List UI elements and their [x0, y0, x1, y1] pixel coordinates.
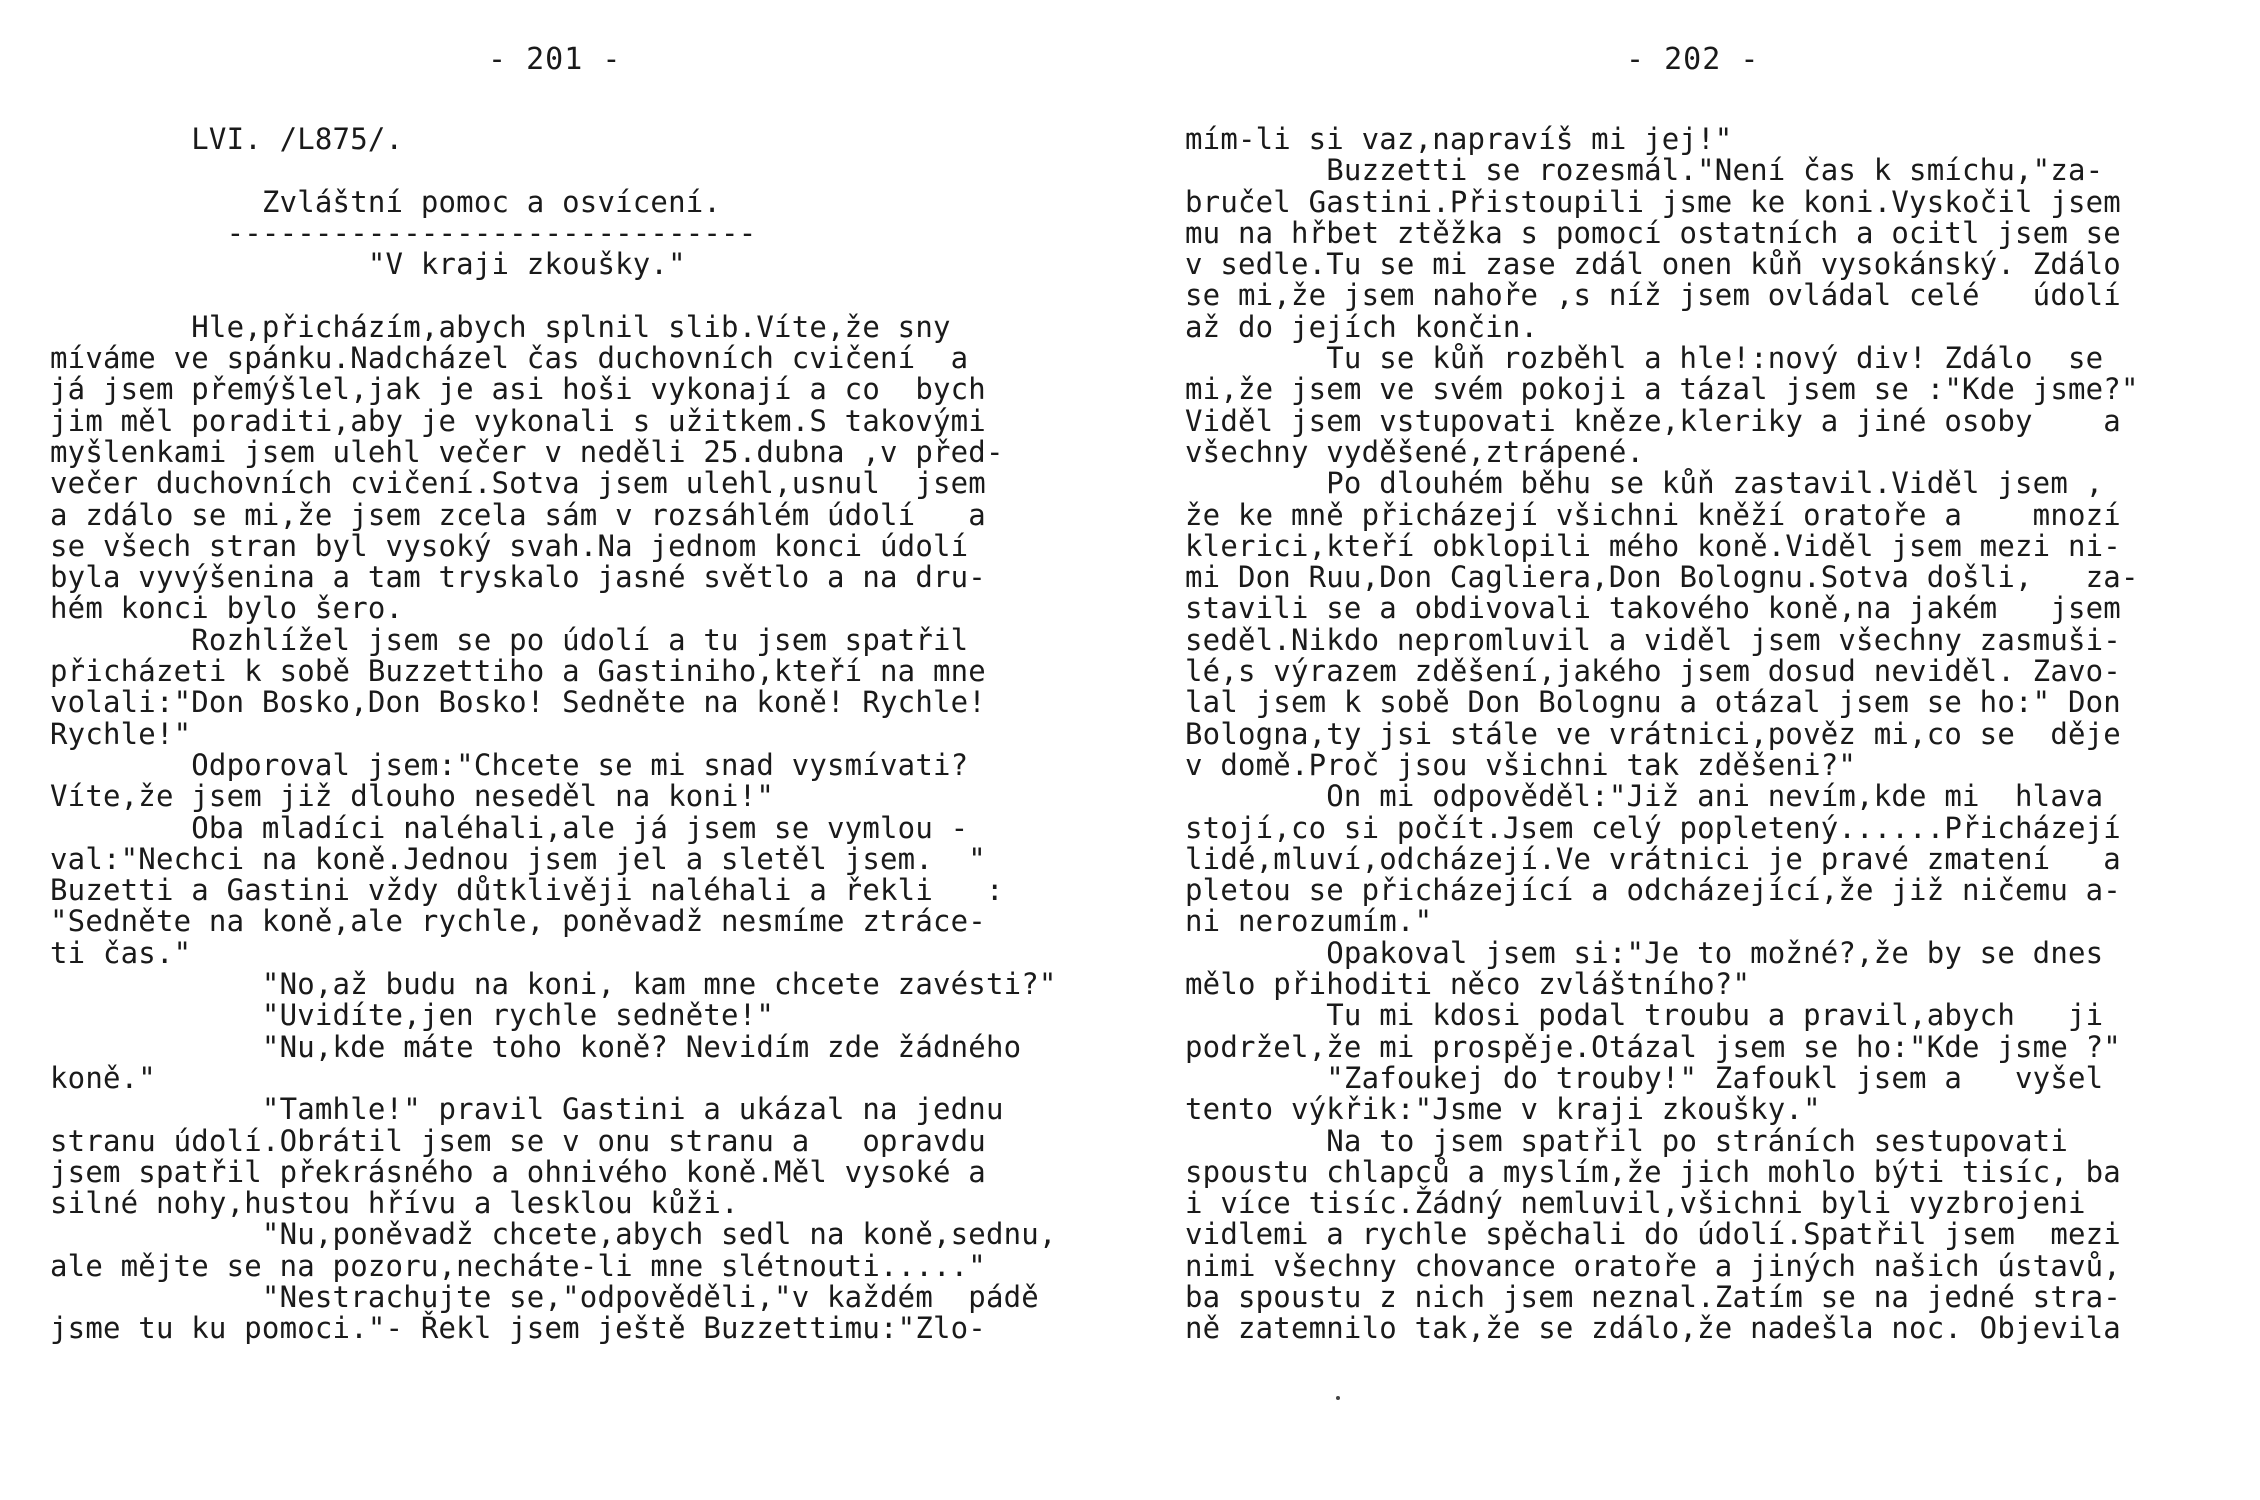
text-line: míváme ve spánku.Nadcházel čas duchovních cvičení a	[50, 341, 969, 376]
text-line	[50, 280, 1057, 311]
text-line: vidlemi a rychle spěchali do údolí.Spatřil jsem mezi	[1185, 1217, 2121, 1252]
text-line: v domě.Proč jsou všichni tak zděšeni?"	[1185, 747, 1857, 782]
text-line: val:"Nechci na koně.Jednou jsem jel a sletěl jsem. "	[50, 841, 986, 876]
text-line: lé,s výrazem zděšení,jakého jsem dosud neviděl. Zavo-	[1185, 654, 2121, 689]
right-page	[1130, 0, 2260, 1500]
text-line: "V kraji zkoušky."	[50, 247, 686, 282]
text-line: Po dlouhém běhu se kůň zastavil.Viděl jsem ,	[1185, 466, 2104, 501]
text-line: bručel Gastini.Přistoupili jsme ke koni.Vyskočil jsem	[1185, 184, 2121, 219]
text-line: Buzetti a Gastini vždy důtklivěji naléhali a řekli :	[50, 873, 1004, 908]
text-line: "Uvidíte,jen rychle sedněte!"	[50, 998, 775, 1033]
text-line: mím-li si vaz,napravíš mi jej!"	[1185, 122, 1733, 156]
text-line: lal jsem k sobě Don Bolognu a otázal jsem se ho:" Don	[1185, 685, 2121, 720]
text-line: a zdálo se mi,že jsem zcela sám v rozsáhlém údolí a	[50, 497, 986, 532]
text-line: jsme tu ku pomoci."- Řekl jsem ještě Buzzettimu:"Zlo-	[50, 1311, 986, 1346]
text-line: mělo přihoditi něco zvláštního?"	[1185, 967, 1751, 1002]
text-line: stavili se a obdivovali takového koně,na jakém jsem	[1185, 591, 2121, 626]
text-line: Odporoval jsem:"Chcete se mi snad vysmívati?	[50, 747, 969, 782]
text-line: Bologna,ty jsi stále ve vrátnici,pověz mi,co se děje	[1185, 716, 2121, 751]
text-line: ale mějte se na pozoru,necháte-li mne slétnouti....."	[50, 1248, 986, 1283]
text-line: "Sedněte na koně,ale rychle, poněvadž nesmíme ztráce-	[50, 904, 986, 939]
text-line: "Nu,poněvadž chcete,abych sedl na koně,sednu,	[50, 1217, 1057, 1252]
text-line: byla vyvýšenina a tam tryskalo jasné světlo a na dru-	[50, 560, 986, 595]
text-line: pletou se přicházející a odcházející,že již ničemu a-	[1185, 873, 2121, 908]
text-line: "Zafoukej do trouby!" Zafoukl jsem a vyšel	[1185, 1060, 2104, 1095]
page-number: - 202 -	[1626, 42, 1760, 77]
text-line: Na to jsem spatřil po stráních sestupovati	[1185, 1123, 2068, 1158]
text-line: ti čas."	[50, 935, 192, 970]
text-line: Tu mi kdosi podal troubu a pravil,abych ji	[1185, 998, 2104, 1033]
text-line: klerici,kteří obklopili mého koně.Viděl jsem mezi ni-	[1185, 528, 2121, 563]
text-line: ně zatemnilo tak,že se zdálo,že nadešla noc. Objevila	[1185, 1311, 2121, 1346]
text-line: jsem spatřil překrásného a ohnivého koně.Měl vysoké a	[50, 1154, 986, 1189]
text-line: Opakoval jsem si:"Je to možné?,že by se dnes	[1185, 935, 2104, 970]
text-line: silné nohy,hustou hřívu a lesklou kůži.	[50, 1186, 739, 1221]
text-line: "Nestrachujte se,"odpověděli,"v každém pádě	[50, 1279, 1039, 1314]
text-line: Rychle!"	[50, 716, 192, 751]
text-line: volali:"Don Bosko,Don Bosko! Sedněte na koně! Rychle!	[50, 685, 986, 720]
page-text	[50, 124, 1057, 1345]
text-line: všechny vyděšené,ztrápené.	[1185, 434, 1645, 469]
text-line: já jsem přemýšlel,jak je asi hoši vykonají a co bych	[50, 372, 986, 407]
text-line: koně."	[50, 1060, 156, 1095]
text-line: nimi všechny chovance oratoře a jiných našich ústavů,	[1185, 1248, 2121, 1283]
text-line: večer duchovních cvičení.Sotva jsem ulehl,usnul jsem	[50, 466, 986, 501]
text-line: Viděl jsem vstupovati kněze,kleriky a jiné osoby a	[1185, 403, 2121, 438]
text-line: v sedle.Tu se mi zase zdál onen kůň vysokánský. Zdálo	[1185, 247, 2121, 282]
page-text	[1185, 124, 2139, 1345]
text-line: "Nu,kde máte toho koně? Nevidím zde žádného	[50, 1029, 1022, 1064]
text-line: stojí,co si počít.Jsem celý popletený......Přicházejí	[1185, 810, 2121, 845]
text-line: mi Don Ruu,Don Cagliera,Don Bolognu.Sotva došli, za-	[1185, 560, 2139, 595]
text-line: ------------------------------	[50, 215, 757, 250]
text-line: Oba mladíci naléhali,ale já jsem se vymlou -	[50, 810, 969, 845]
text-line	[50, 155, 1057, 186]
text-line: se mi,že jsem nahoře ,s níž jsem ovládal celé údolí	[1185, 278, 2121, 313]
text-line: Rozhlížel jsem se po údolí a tu jsem spatřil	[50, 622, 969, 657]
text-line: On mi odpověděl:"Již ani nevím,kde mi hlava	[1185, 779, 2104, 814]
text-line: Buzzetti se rozesmál."Není čas k smíchu,"za-	[1185, 153, 2104, 188]
text-line: hém konci bylo šero.	[50, 591, 404, 626]
text-line: ni nerozumím."	[1185, 904, 1433, 939]
page-number: - 201 -	[488, 42, 622, 77]
text-line: lidé,mluví,odcházejí.Ve vrátnici je pravé zmatení a	[1185, 841, 2121, 876]
text-line: myšlenkami jsem ulehl večer v neděli 25.dubna ,v před-	[50, 434, 1004, 469]
text-line: Hle,přicházím,abych splnil slib.Víte,že sny	[50, 309, 951, 344]
text-line: že ke mně přicházejí všichni kněží oratoře a mnozí	[1185, 497, 2121, 532]
text-line: až do jejích končin.	[1185, 309, 1539, 344]
text-line: mu na hřbet ztěžka s pomocí ostatních a ocitl jsem se	[1185, 215, 2121, 250]
text-line: "Tamhle!" pravil Gastini a ukázal na jednu	[50, 1092, 1004, 1127]
text-line: Zvláštní pomoc a osvícení.	[50, 184, 722, 219]
text-line: mi,že jsem ve svém pokoji a tázal jsem se :"Kde jsme?"	[1185, 372, 2139, 407]
text-line: přicházeti k sobě Buzzettiho a Gastiniho,kteří na mne	[50, 654, 986, 689]
text-line: stranu údolí.Obrátil jsem se v onu stranu a opravdu	[50, 1123, 986, 1158]
text-line: LVI. /L875/.	[50, 122, 404, 156]
text-line: spoustu chlapců a myslím,že jich mohlo býti tisíc, ba	[1185, 1154, 2121, 1189]
text-line: tento výkřik:"Jsme v kraji zkoušky."	[1185, 1092, 1821, 1127]
text-line: Víte,že jsem již dlouho neseděl na koni!"	[50, 779, 775, 814]
text-line: "No,až budu na koni, kam mne chcete zavésti?"	[50, 967, 1057, 1002]
text-line: i více tisíc.Žádný nemluvil,všichni byli vyzbrojeni	[1185, 1186, 2086, 1221]
text-line: ba spoustu z nich jsem neznal.Zatím se na jedné stra-	[1185, 1279, 2121, 1314]
text-line: seděl.Nikdo nepromluvil a viděl jsem všechny zasmuši-	[1185, 622, 2121, 657]
text-line: jim měl poraditi,aby je vykonali s užitkem.S takovými	[50, 403, 986, 438]
text-line: podržel,že mi prospěje.Otázal jsem se ho:"Kde jsme ?"	[1185, 1029, 2121, 1064]
text-line: Tu se kůň rozběhl a hle!:nový div! Zdálo se	[1185, 341, 2104, 376]
ink-speck	[1336, 1396, 1340, 1400]
text-line: se všech stran byl vysoký svah.Na jednom konci údolí	[50, 528, 969, 563]
